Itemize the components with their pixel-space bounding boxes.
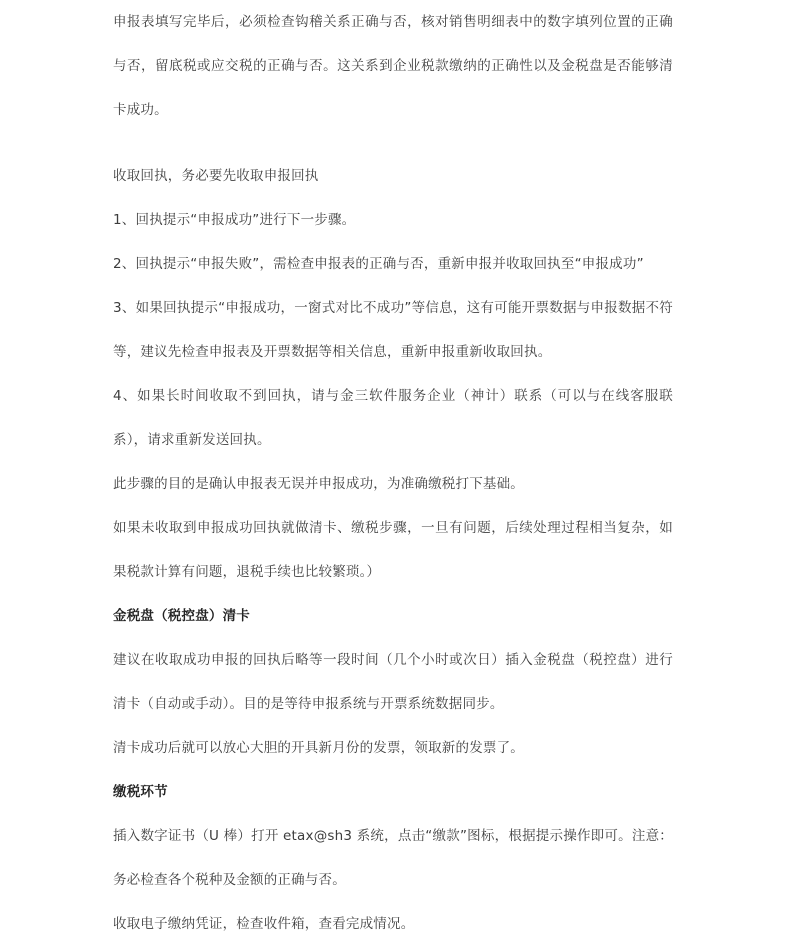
document-body [113, 0, 673, 946]
paragraph-payment-voucher: 收取电子缴纳凭证，检查收件箱，查看完成情况。 [113, 916, 415, 932]
paragraph-clearcard-result: 清卡成功后就可以放心大胆的开具新月份的发票，领取新的发票了。 [113, 740, 524, 756]
paragraph-payment-steps: 插入数字证书（U 棒）打开 etax@sh3 系统，点击“缴款”图标，根据提示操作即可。注意：务必检查各个税种及金额的正确与否。 [113, 828, 673, 888]
paragraph-step-2: 2、回执提示“申报失败”，需检查申报表的正确与否，重新申报并收取回执至“申报成功” [113, 256, 644, 272]
paragraph-receipt-lead: 收取回执，务必要先收取申报回执 [113, 168, 319, 184]
paragraph-purpose: 此步骤的目的是确认申报表无误并申报成功，为准确缴税打下基础。 [113, 476, 524, 492]
paragraph-intro: 申报表填写完毕后，必须检查钩稽关系正确与否，核对销售明细表中的数字填列位置的正确与否，留底税或应交税的正确与否。这关系到企业税款缴纳的正确性以及金税盘是否能够清卡成功。 [113, 14, 673, 118]
paragraph-warning: 如果未收取到申报成功回执就做清卡、缴税步骤，一旦有问题，后续处理过程相当复杂，如果税款计算有问题，退税手续也比较繁琐。） [113, 520, 673, 580]
paragraph-step-1: 1、回执提示“申报成功”进行下一步骤。 [113, 212, 356, 228]
heading-clearcard: 金税盘（税控盘）清卡 [113, 608, 250, 624]
heading-payment: 缴税环节 [113, 784, 168, 800]
paragraph-clearcard-advice: 建议在收取成功申报的回执后略等一段时间（几个小时或次日）插入金税盘（税控盘）进行清卡（自动或手动）。目的是等待申报系统与开票系统数据同步。 [113, 652, 673, 712]
paragraph-step-3: 3、如果回执提示“申报成功，一窗式对比不成功”等信息，这有可能开票数据与申报数据不符等，建议先检查申报表及开票数据等相关信息，重新申报重新收取回执。 [113, 300, 673, 360]
paragraph-step-4: 4、如果长时间收取不到回执，请与金三软件服务企业（神计）联系（可以与在线客服联系），请求重新发送回执。 [113, 388, 673, 448]
